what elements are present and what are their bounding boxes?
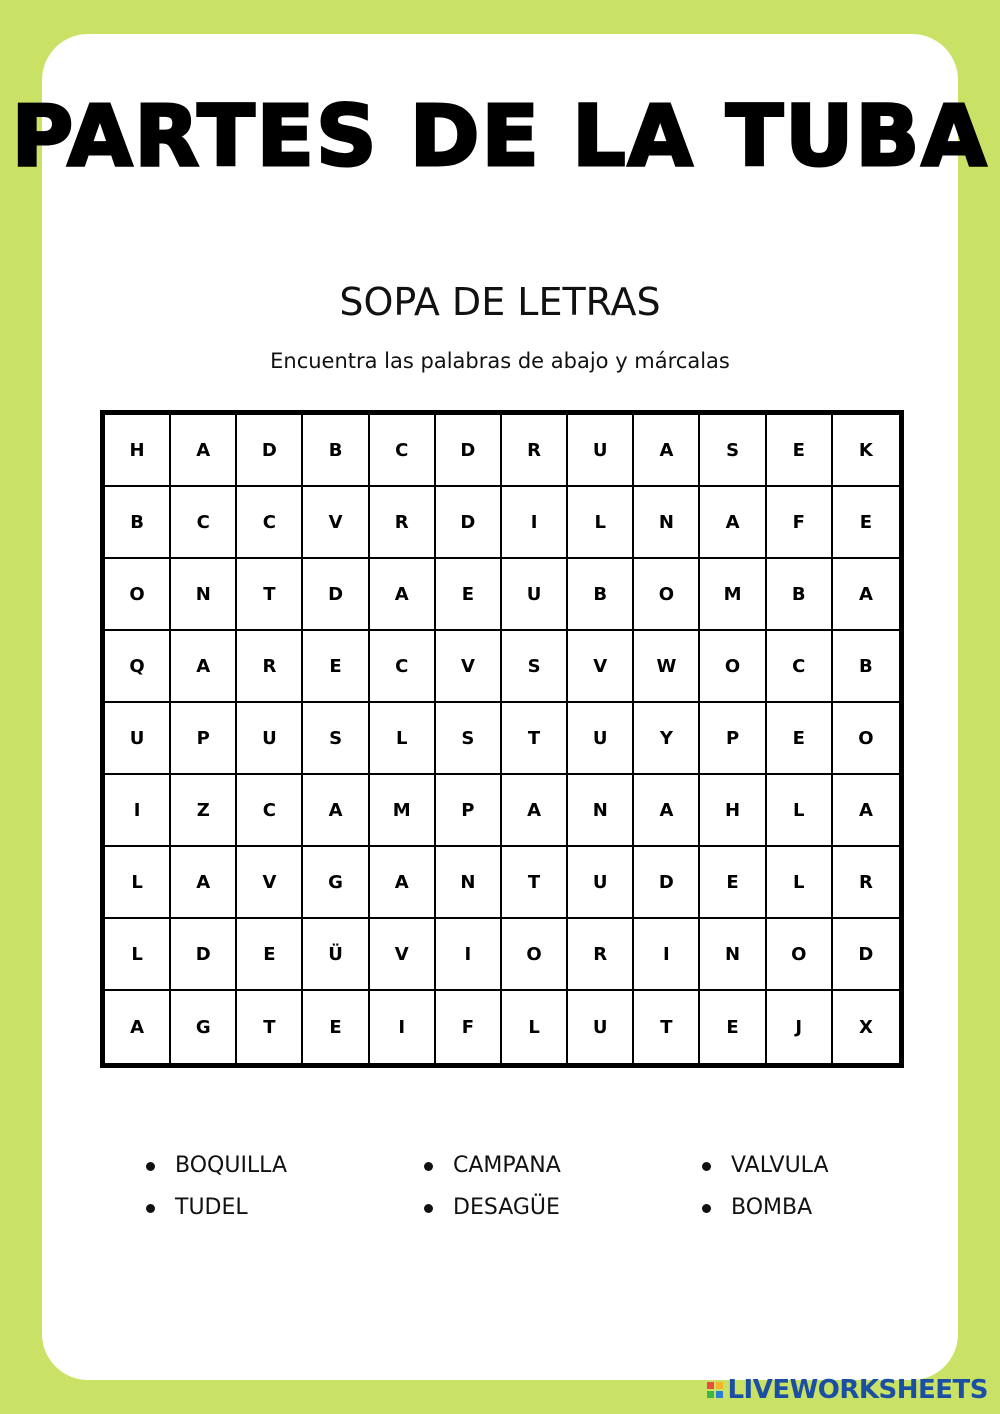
word-list-item [424,1150,702,1182]
grid-cell[interactable]: D [303,559,369,631]
grid-cell[interactable]: O [767,919,833,991]
grid-cell[interactable]: E [767,415,833,487]
grid-cell[interactable]: T [502,847,568,919]
grid-cell[interactable]: D [634,847,700,919]
word-label: BOQUILLA [175,1153,287,1178]
grid-cell[interactable]: N [634,487,700,559]
grid-cell[interactable]: O [833,703,899,775]
brand-footer [707,1376,988,1404]
grid-cell[interactable]: C [171,487,237,559]
grid-cell[interactable]: W [634,631,700,703]
grid-cell[interactable]: I [105,775,171,847]
grid-cell[interactable]: N [171,559,237,631]
grid-cell[interactable]: A [634,415,700,487]
grid-cell[interactable]: L [502,991,568,1063]
grid-cell[interactable]: L [767,847,833,919]
grid-cell[interactable]: B [767,559,833,631]
grid-cell[interactable]: E [303,991,369,1063]
grid-cell[interactable]: B [833,631,899,703]
grid-cell[interactable]: M [370,775,436,847]
word-search-grid[interactable] [100,410,904,1068]
grid-cell[interactable]: T [237,559,303,631]
grid-cell[interactable]: D [171,919,237,991]
grid-cell[interactable]: A [700,487,766,559]
grid-cell[interactable]: L [370,703,436,775]
grid-cell[interactable]: A [105,991,171,1063]
bullet-icon [424,1162,433,1171]
grid-cell[interactable]: E [237,919,303,991]
grid-cell[interactable]: X [858,1016,873,1038]
grid-cell[interactable]: G [171,991,237,1063]
word-label: BOMBA [731,1195,813,1220]
grid-cell[interactable]: A [502,775,568,847]
grid-cell[interactable]: E [436,559,502,631]
grid-cell[interactable]: A [833,559,899,631]
grid-cell[interactable]: U [568,991,634,1063]
grid-cell[interactable]: N [568,775,634,847]
grid-cell[interactable]: O [634,559,700,631]
grid-cell[interactable]: L [767,775,833,847]
grid-cell[interactable]: A [634,775,700,847]
grid-cell[interactable]: K [833,415,899,487]
grid-cell[interactable]: H [105,415,171,487]
grid-cell[interactable]: V [237,847,303,919]
grid-cell[interactable]: B [303,415,369,487]
grid-cell[interactable]: D [436,487,502,559]
grid-cell[interactable]: S [502,631,568,703]
bullet-icon [146,1162,155,1171]
grid-cell[interactable]: U [105,703,171,775]
grid-cell[interactable]: R [833,847,899,919]
word-label: DESAGÜE [453,1195,560,1220]
grid-cell[interactable]: H [700,775,766,847]
grid-cell[interactable]: E [767,703,833,775]
word-label: CAMPANA [453,1153,561,1178]
grid-cell[interactable]: V [436,631,502,703]
grid-cell[interactable]: U [502,559,568,631]
grid-cell[interactable]: Ü [303,919,369,991]
grid-cell[interactable]: L [568,487,634,559]
grid-cell[interactable]: D [436,415,502,487]
grid-cell[interactable]: A [303,775,369,847]
word-list-item [146,1192,424,1224]
grid-cell[interactable]: V [303,487,369,559]
grid-cell[interactable]: D [237,415,303,487]
grid-cell[interactable]: G [303,847,369,919]
grid-cell[interactable]: Y [634,703,700,775]
word-list-item [702,1192,906,1224]
grid-cell[interactable]: R [568,919,634,991]
grid-cell[interactable]: R [502,415,568,487]
grid-cell[interactable]: A [833,775,899,847]
grid-cell[interactable]: B [105,487,171,559]
brand-text: LIVEWORKSHEETS [727,1375,988,1405]
grid-cell[interactable]: L [105,919,171,991]
bullet-icon [424,1204,433,1213]
grid-cell[interactable]: C [767,631,833,703]
grid-cell[interactable]: A [370,559,436,631]
grid-cell[interactable]: L [105,847,171,919]
grid-cell[interactable]: E [700,847,766,919]
liveworksheets-logo-icon [707,1382,723,1398]
grid-cell[interactable]: A [171,415,237,487]
grid-cell[interactable]: C [237,775,303,847]
bullet-icon [146,1204,155,1213]
grid-cell[interactable]: U [568,847,634,919]
grid-cell[interactable]: N [700,919,766,991]
grid-cell[interactable]: E [833,487,899,559]
grid-cell[interactable]: I [502,487,568,559]
word-label: VALVULA [731,1153,829,1178]
grid-cell[interactable]: C [370,631,436,703]
grid-cell[interactable]: V [568,631,634,703]
grid-cell[interactable]: B [568,559,634,631]
grid-cell[interactable]: E [303,631,369,703]
word-list-item [146,1150,424,1182]
grid-cell[interactable]: O [700,631,766,703]
grid-cell[interactable]: A [370,847,436,919]
grid-cell[interactable]: J [767,991,833,1063]
grid-cell[interactable]: I [436,919,502,991]
grid-cell[interactable]: F [436,991,502,1063]
page-title: PARTES DE LA TUBA [11,87,989,185]
instructions-text: Encuentra las palabras de abajo y márcalas [270,349,730,373]
grid-cell[interactable]: A [171,631,237,703]
grid-cell[interactable]: Q [105,631,171,703]
grid-cell[interactable]: E [700,991,766,1063]
grid-cell[interactable]: U [237,703,303,775]
grid-cell[interactable]: N [436,847,502,919]
bullet-icon [702,1204,711,1213]
word-label: TUDEL [175,1195,248,1220]
grid-cell[interactable]: M [700,559,766,631]
grid-cell[interactable]: S [303,703,369,775]
grid-cell[interactable]: T [502,703,568,775]
grid-cell[interactable]: P [171,703,237,775]
grid-cell[interactable]: S [436,703,502,775]
grid-cell[interactable]: F [767,487,833,559]
grid-cell[interactable]: T [634,991,700,1063]
grid-cell[interactable]: U [568,415,634,487]
grid-cell[interactable]: V [370,919,436,991]
section-subtitle: SOPA DE LETRAS [339,280,661,324]
grid-cell[interactable]: C [370,415,436,487]
grid-cell[interactable]: I [370,991,436,1063]
grid-cell[interactable]: D [833,919,899,991]
grid-cell[interactable]: S [700,415,766,487]
grid-cell[interactable]: U [568,703,634,775]
grid-cell[interactable]: I [634,919,700,991]
grid-cell[interactable]: P [700,703,766,775]
grid-cell[interactable]: Z [171,775,237,847]
grid-cell[interactable]: O [105,559,171,631]
word-list [146,1150,906,1224]
bullet-icon [702,1162,711,1171]
word-list-item [424,1192,702,1224]
grid-cell[interactable]: R [237,631,303,703]
grid-cell[interactable]: P [436,775,502,847]
grid-cell[interactable]: A [171,847,237,919]
word-list-item [702,1150,906,1182]
grid-cell[interactable]: C [237,487,303,559]
grid-cell[interactable]: O [502,919,568,991]
grid-cell[interactable]: R [370,487,436,559]
grid-cell[interactable]: T [237,991,303,1063]
